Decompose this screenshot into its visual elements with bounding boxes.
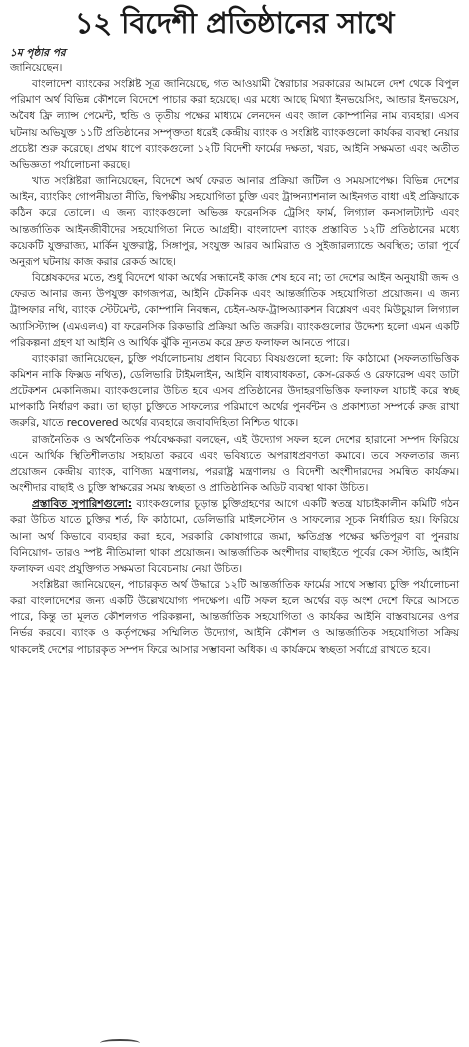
headline: ১২ বিদেশী প্রতিষ্ঠানের সাথে	[74, 6, 395, 40]
body-paragraph: ব্যাংকারা জানিয়েছেন, চুক্তি পর্যালোচনায় প্রধান বিবেচ্য বিষয়গুলো হলো: ফি কাঠামো (সফলতাভিত্তিক কমিশন নাকি ফিক্সড নথিত), ডেলিভারি টাইমলাইন, আইনি বাধ্যবাধকতা, কেস-রেকর্ড ও রেফারেন্স এবং ডাটা প্রটেকশন মেকানিজম। ব্যাংকগুলোর উচিত হবে এসব প্রতিষ্ঠানের উদাহরণভিত্তিক ফলাফল যাচাই করে স্বচ্ছ মাপকাঠি নির্ধারণ করা। তা ছাড়া চুক্তিতে সাফল্যের পরিমাণে অর্থের পুনর্বন্টন ও প্রকাশ্যতা সম্পর্কে রুজ রাখা জরুরি, যাতে recovered অর্থের ব্যবহারে জবাবদিহিতা নিশ্চিত থাকে।	[10, 352, 459, 430]
body-paragraph: জানিয়েছেন।	[10, 62, 63, 74]
body-paragraph: বিশ্লেষকদের মতে, শুধু বিদেশে থাকা অর্থের সন্ধানেই কাজ শেষ হবে না; তা দেশের আইন অনুযায়ী জব্দ ও ফেরত আনার জন্য উপযুক্ত কাগজপত্র, আইনি টেকনিক এবং আন্তর্জাতিক সহযোগিতা প্রয়োজন। এ জন্য ট্রান্সফার নথি, ব্যাংক স্টেটমেন্ট, কোম্পানি নিবন্ধন, চেইন-অফ-ট্রান্সঅ্যাকশন বিশ্লেষণ এবং মিউচুয়াল লিগ্যাল অ্যাসিস্ট্যান্স (এমএলএ) বা ফরেনসিক রিকভারি প্রক্রিয়া অতি জরুরি। ব্যাংকগুলোর উদ্দেশ্য হলো এমন একটি পরিকল্পনা গ্রহণ যা আইনি ও আর্থিক ঝুঁকি ন্যূনতম করে দ্রুত ফলাফল আনতে পারে।	[10, 272, 459, 349]
next-column-mark	[100, 1039, 140, 1047]
body-paragraph: সংশ্লিষ্টরা জানিয়েছেন, পাচারকৃত অর্থ উদ্ধারে ১২টি আন্তর্জাতিক ফার্মের সাথে সম্ভাব্য চুক্তি পর্যালোচনা করা বাংলাদেশের জন্য একটি উল্লেখযোগ্য পদক্ষেপ। এটি সফল হলে অর্থের বড় অংশ দেশে ফিরে আসতে পারে, কিন্তু তা মূলত কৌশলগত পরিকল্পনা, আন্তর্জাতিক সহযোগিতা ও কার্যকর আইনি বাস্তবায়নের ওপর নির্ভর করবে। ব্যাংক ও কর্তৃপক্ষের সম্মিলিত উদ্যোগ, আইনি কৌশল ও আন্তর্জাতিক সহযোগিতা সক্রিয় থাকলেই দেশের পাচারকৃত সম্পদ ফিরে আসার সম্ভাবনা অধিক। এ কার্যক্রমে স্বচ্ছতা সর্বাগ্রে রাখতে হবে।	[10, 579, 459, 656]
body-paragraph: রাজনৈতিক ও অর্থনৈতিক পর্যবেক্ষকরা বলছেন, এই উদ্যোগ সফল হলে দেশের হারানো সম্পদ ফিরিয়ে এনে আর্থিক স্থিতিশীলতায় সহায়তা করবে এবং ভবিষ্যতে অপরাধপ্রবণতা কমাবে। তবে সফলতার জন্য প্রয়োজন কেন্দ্রীয় ব্যাংক, বাণিজ্য মন্ত্রণালয়, পররাষ্ট্র মন্ত্রণালয় ও বিদেশী অংশীদারদের সমন্বিত কার্যক্রম। অংশীদার বাছাই ও চুক্তি স্বাক্ষরের সময় স্বচ্ছতা ও প্রাতিষ্ঠানিক অডিট ব্যবস্থা থাকা উচিত।	[10, 433, 459, 495]
recommendations-paragraph	[10, 496, 459, 577]
recommendations-text: ব্যাংকগুলোর চূড়ান্ত চুক্তিগ্রহণের আগে একটি স্বতন্ত্র যাচাইকালীন কমিটি গঠন করা উচিত যাতে চুক্তির শর্ত, ফি কাঠামো, ডেলিভারি মাইলস্টোন ও সাফল্যের সূচক নির্ধারিত হয়। ফিরিয়ে আনা অর্থ কিভাবে ব্যবহার করা হবে, সরকারি কোষাগারে জমা, ক্ষতিগ্রস্ত পক্ষের ক্ষতিপূরণ বা পুনরায় বিনিয়োগ- তারও স্পষ্ট নীতিমালা থাকা প্রয়োজন। আন্তর্জাতিক অংশীদার বাছাইতে পূর্বের কেস স্টাডি, আইনি ফলাফল এবং প্রযুক্তিগত সক্ষমতা বিবেচনায় নেয়া উচিত।	[10, 498, 460, 575]
body-paragraph: খাত সংশ্লিষ্টরা জানিয়েছেন, বিদেশে অর্থ ফেরত আনার প্রক্রিয়া জটিল ও সময়সাপেক্ষ। বিভিন্ন দেশের আইন, ব্যাংকিং গোপনীয়তা নীতি, দ্বিপক্ষীয় সহযোগিতা চুক্তি এবং ট্রান্সন্যাশনাল আইনগত বাধা এই প্রক্রিয়াকে কঠিন করে তোলে। এ জন্য ব্যাংকগুলো অভিজ্ঞ ফরেনসিক ট্রেসিং ফার্ম, লিগ্যাল কনসালট্যান্ট এবং আন্তর্জাতিক আইনজীবীদের সহযোগিতা নিতে আগ্রহী। বাংলাদেশ ব্যাংক প্রস্তাবিত ১২টি প্রতিষ্ঠানের মধ্যে কয়েকটি যুক্তরাজ্য, মার্কিন যুক্তরাষ্ট্র, সিঙ্গাপুর, সংযুক্ত আরব আমিরাত ও সুইজারল্যান্ডে অবস্থিত; তারা পূর্বে অনুরূপ ঘটনায় কাজ করার রেকর্ড আছে।	[10, 175, 459, 268]
recommendations-label: প্রস্তাবিত সুপারিশগুলো:	[32, 498, 132, 511]
article-body	[10, 60, 459, 658]
continued-from-label: ১ম পৃষ্ঠার পর	[10, 47, 66, 59]
body-paragraph: বাংলাদেশ ব্যাংকের সংশ্লিষ্ট সূত্র জানিয়েছে, গত আওয়ামী স্বৈরাচার সরকারের আমলে দেশ থেকে বিপুল পরিমাণ অর্থ বিভিন্ন কৌশলে বিদেশে পাচার করা হয়েছে। এর মধ্যে আছে মিথ্যা ইনভয়েসিং, আন্ডার ইনভয়েস, অবৈধ ফ্রি ল্যান্স পেমেন্ট, হুন্ডি ও তৃতীয় পক্ষের মাধ্যমে লেনদেন এবং জাল কোম্পানির নাম ব্যবহার। এসব ঘটনায় অভিযুক্ত ১১টি প্রতিষ্ঠানের সম্পৃক্ততা ধরেই কেন্দ্রীয় ব্যাংক ও সংশ্লিষ্ট ব্যাংকগুলো কার্যকর ব্যবস্থা নেয়ার প্রচেষ্টা শুরু করেছে। প্রথম ধাপে ব্যাংকগুলো ১২টি বিদেশী ফার্মের দক্ষতা, খরচ, আইনি সক্ষমতা এবং অতীত অভিজ্ঞতা পর্যালোচনা করছে।	[10, 78, 459, 171]
